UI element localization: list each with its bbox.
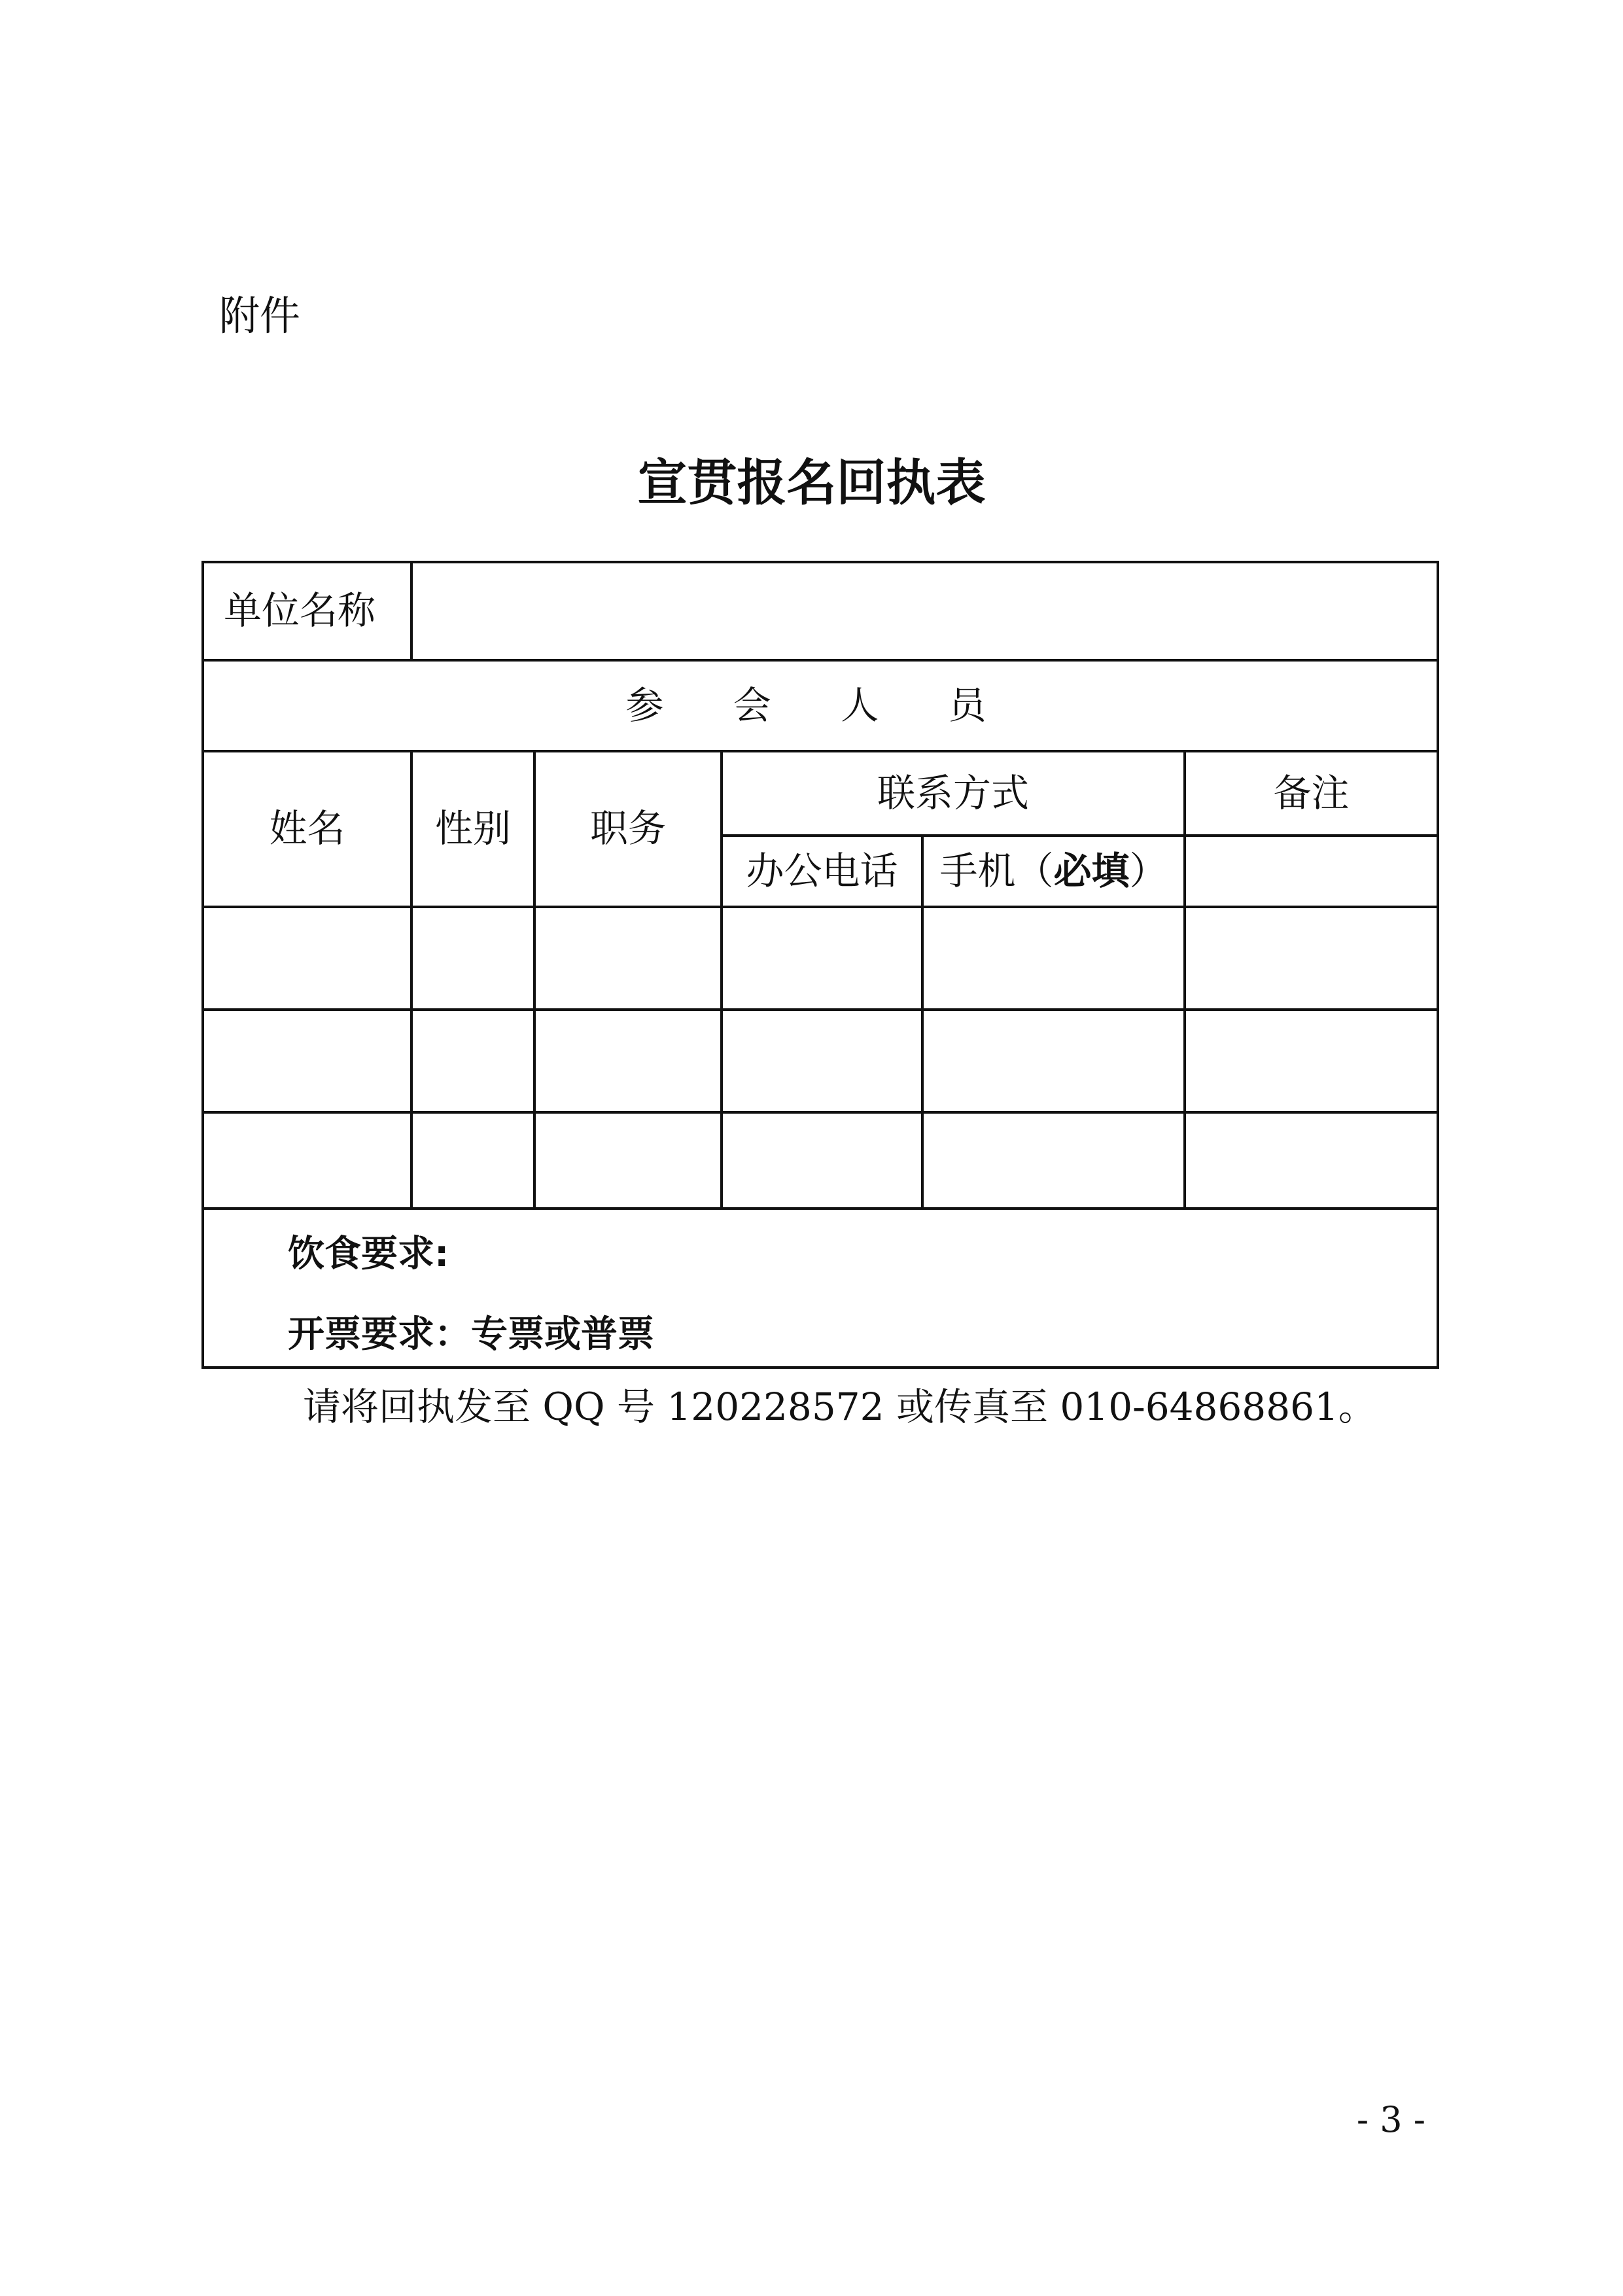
position-cell[interactable]: [534, 1112, 722, 1209]
name-cell[interactable]: [203, 907, 411, 1010]
page-number: - 3 -: [1356, 2099, 1425, 2140]
submission-note: 请将回执发至 QQ 号 120228572 或传真至 010-64868861。: [303, 1385, 1376, 1429]
name-cell[interactable]: [203, 1112, 411, 1209]
gender-cell[interactable]: [411, 1010, 534, 1112]
mobile-cell[interactable]: [922, 1010, 1185, 1112]
office-phone-header: 办公电话: [722, 836, 922, 907]
office-phone-cell[interactable]: [722, 1010, 922, 1112]
unit-name-row: [203, 562, 1438, 660]
diet-requirement: 饮食要求:: [288, 1233, 449, 1275]
attendees-header-row: [203, 660, 1438, 751]
table-row: [203, 1112, 1438, 1209]
invoice-requirement: 开票要求：专票或普票: [288, 1313, 654, 1356]
mobile-cell[interactable]: [922, 907, 1185, 1010]
form-title: 宣贯报名回执表: [637, 453, 986, 512]
remarks-header: 备注: [1185, 751, 1438, 836]
attachment-label: 附件: [219, 292, 301, 340]
remarks-cell[interactable]: [1185, 1010, 1438, 1112]
unit-name-label: 单位名称: [203, 562, 411, 660]
mobile-required: 必填: [1053, 848, 1130, 893]
position-cell[interactable]: [534, 907, 722, 1010]
gender-cell[interactable]: [411, 907, 534, 1010]
name-header: 姓名: [203, 751, 411, 907]
remarks-cell[interactable]: [1185, 1112, 1438, 1209]
table-row: [203, 1010, 1438, 1112]
mobile-prefix: 手机（: [939, 848, 1054, 893]
table-row: [203, 907, 1438, 1010]
mobile-header: [922, 836, 1185, 907]
unit-name-field[interactable]: [411, 562, 1438, 660]
contact-header: 联系方式: [722, 751, 1185, 836]
position-header: 职务: [534, 751, 722, 907]
office-phone-cell[interactable]: [722, 907, 922, 1010]
gender-cell[interactable]: [411, 1112, 534, 1209]
attendees-label: 参 会 人 员: [203, 660, 1438, 751]
registration-table: [201, 561, 1439, 1369]
gender-header: 性别: [411, 751, 534, 907]
position-cell[interactable]: [534, 1010, 722, 1112]
office-phone-cell[interactable]: [722, 1112, 922, 1209]
name-cell[interactable]: [203, 1010, 411, 1112]
requirements-row: [203, 1209, 1438, 1368]
column-header-row: [203, 751, 1438, 836]
remarks-sub-cell: [1185, 836, 1438, 907]
mobile-suffix: ）: [1129, 848, 1168, 893]
requirements-cell: [203, 1209, 1438, 1368]
mobile-cell[interactable]: [922, 1112, 1185, 1209]
remarks-cell[interactable]: [1185, 907, 1438, 1010]
